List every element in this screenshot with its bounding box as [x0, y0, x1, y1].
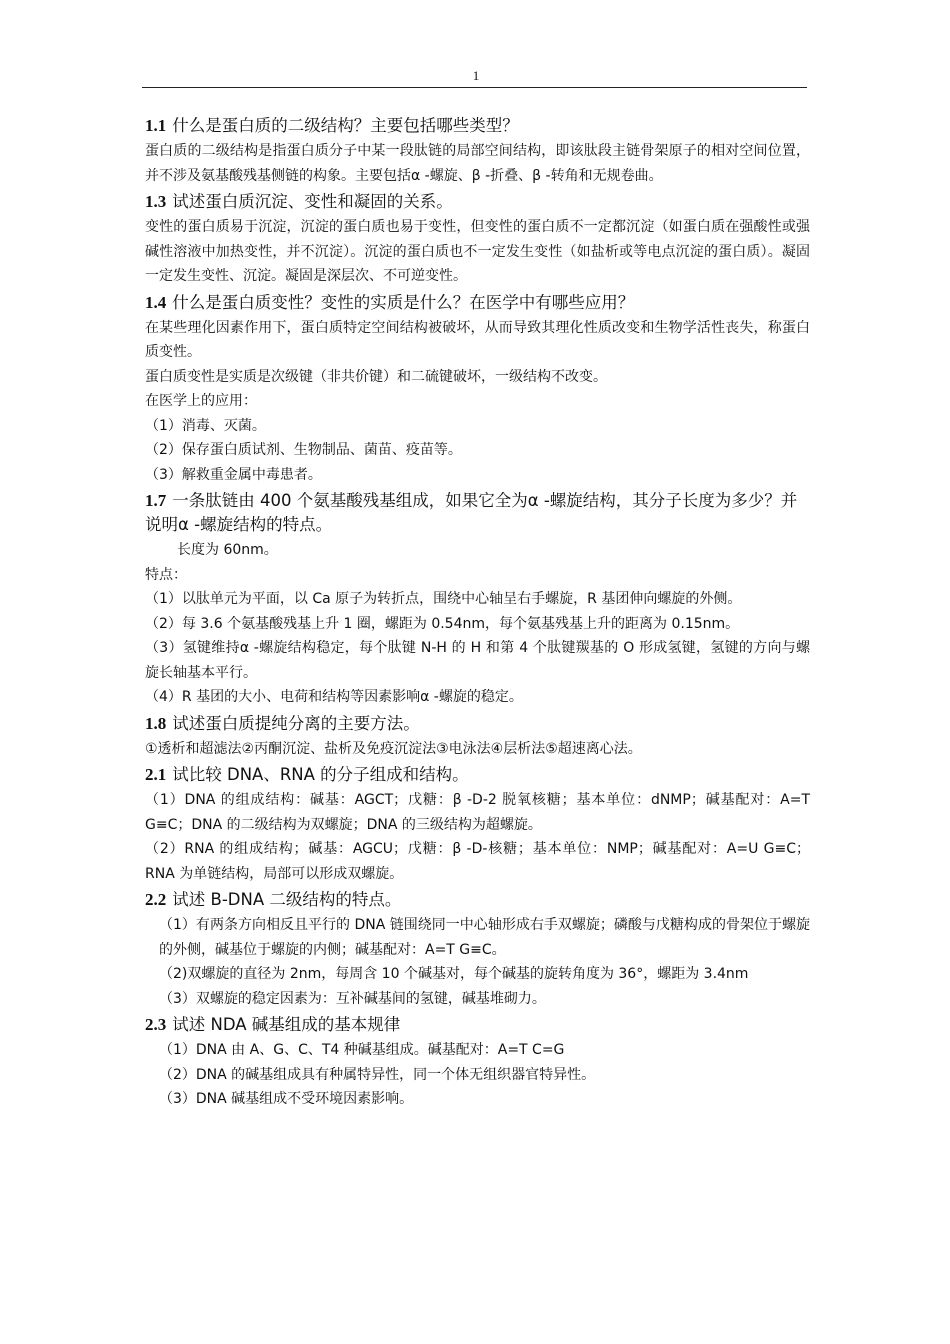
- question-heading: [145, 888, 810, 912]
- question-number: 2.3: [145, 1015, 167, 1034]
- question-heading: [145, 190, 810, 214]
- answer-paragraph: （2）RNA 的组成结构；碱基：AGCU；戊糖：β -D-核糖；基本单位：NMP；碱基配对：A=U G≡C；RNA 为单链结构，局部可以形成双螺旋。: [145, 841, 810, 882]
- answer-paragraph: （1）DNA 由 A、G、C、T4 种碱基组成。碱基配对：A=T C=G: [159, 1042, 565, 1058]
- question-heading: [145, 712, 810, 736]
- answer-paragraph: （1）DNA 的组成结构：碱基：AGCT；戊糖：β -D-2 脱氧核糖；基本单位：dNMP；碱基配对：A=T G≡C；DNA 的二级结构为双螺旋；DNA 的三级结构为超螺旋。: [145, 792, 810, 833]
- answer-paragraph: （2)双螺旋的直径为 2nm，每周含 10 个碱基对，每个碱基的旋转角度为 36°，螺距为 3.4nm: [159, 966, 749, 982]
- answer-paragraph: （1）消毒、灭菌。: [145, 417, 266, 434]
- answer-paragraph: ①透析和超滤法②丙酮沉淀、盐析及免疫沉淀法③电泳法④层析法⑤超速离心法。: [145, 740, 642, 757]
- answer-paragraph: 长度为 60nm。: [177, 542, 278, 558]
- question-text: 什么是蛋白质的二级结构？主要包括哪些类型？: [172, 116, 519, 135]
- question-text: 试述 B-DNA 二级结构的特点。: [172, 890, 402, 909]
- question-heading: [145, 1013, 810, 1037]
- answer-paragraph: 特点：: [145, 566, 187, 583]
- question-number: 1.7: [145, 491, 167, 510]
- answer-paragraph: 在某些理化因素作用下，蛋白质特定空间结构被破坏，从而导致其理化性质改变和生物学活性丧失，称蛋白质变性。: [145, 319, 810, 360]
- question-heading: [145, 489, 810, 537]
- answer-paragraph: 变性的蛋白质易于沉淀，沉淀的蛋白质也易于变性，但变性的蛋白质不一定都沉淀（如蛋白质在强酸性或强碱性溶液中加热变性，并不沉淀）。沉淀的蛋白质也不一定发生变性（如盐析或等电点沉淀的蛋白质）。凝固一定发生变性、沉淀。凝固是深层次、不可逆变性。: [145, 219, 810, 284]
- question-number: 1.1: [145, 116, 167, 135]
- question-heading: [145, 291, 810, 315]
- answer-paragraph: 蛋白质的二级结构是指蛋白质分子中某一段肽链的局部空间结构，即该肽段主链骨架原子的相对空间位置，并不涉及氨基酸残基侧链的构象。主要包括α -螺旋、β -折叠、β -转角和无规卷曲。: [145, 143, 810, 184]
- answer-paragraph: （2）每 3.6 个氨基酸残基上升 1 圈，螺距为 0.54nm，每个氨基残基上升的距离为 0.15nm。: [145, 615, 740, 632]
- answer-paragraph: （3）解救重金属中毒患者。: [145, 466, 322, 483]
- question-text: 试比较 DNA、RNA 的分子组成和结构。: [172, 765, 469, 784]
- question-heading: [145, 114, 810, 138]
- question-heading: [145, 763, 810, 787]
- answer-paragraph: （3）双螺旋的稳定因素为：互补碱基间的氢键，碱基堆砌力。: [159, 990, 546, 1007]
- question-number: 2.2: [145, 890, 167, 909]
- answer-paragraph: （3）氢键维持α -螺旋结构稳定，每个肽键 N-H 的 H 和第 4 个肽键羰基的 O 形成氢键，氢键的方向与螺旋长轴基本平行。: [145, 640, 810, 681]
- answer-paragraph: （1）有两条方向相反且平行的 DNA 链围绕同一中心轴形成右手双螺旋；磷酸与戊糖构成的骨架位于螺旋的外侧，碱基位于螺旋的内侧；碱基配对：A=T G≡C。: [159, 917, 810, 958]
- answer-paragraph: 在医学上的应用：: [145, 393, 257, 409]
- answer-paragraph: （3）DNA 碱基组成不受环境因素影响。: [159, 1091, 414, 1107]
- question-text: 一条肽链由 400 个氨基酸残基组成，如果它全为α -螺旋结构，其分子长度为多少？并说明α -螺旋结构的特点。: [145, 491, 798, 534]
- answer-paragraph: （2）保存蛋白质试剂、生物制品、菌苗、疫苗等。: [145, 442, 462, 458]
- question-text: 试述蛋白质沉淀、变性和凝固的关系。: [172, 192, 453, 211]
- header-rule: [142, 87, 807, 88]
- document-body: [145, 112, 810, 1112]
- question-number: 1.3: [145, 192, 167, 211]
- question-text: 什么是蛋白质变性？变性的实质是什么？在医学中有哪些应用？: [172, 292, 635, 312]
- question-number: 1.4: [145, 292, 167, 312]
- answer-paragraph: 蛋白质变性是实质是次级键（非共价键）和二硫键破坏，一级结构不改变。: [145, 368, 607, 385]
- answer-paragraph: （2）DNA 的碱基组成具有种属特异性，同一个体无组织器官特异性。: [159, 1066, 596, 1083]
- page-number: 1: [472, 68, 480, 83]
- answer-paragraph: （1）以肽单元为平面，以 Ca 原子为转折点，围绕中心轴呈右手螺旋，R 基团伸向螺旋的外侧。: [145, 591, 742, 607]
- question-text: 试述 NDA 碱基组成的基本规律: [172, 1015, 401, 1034]
- question-number: 2.1: [145, 765, 167, 784]
- answer-paragraph: （4）R 基团的大小、电荷和结构等因素影响α -螺旋的稳定。: [145, 689, 523, 705]
- question-text: 试述蛋白质提纯分离的主要方法。: [172, 713, 420, 733]
- question-number: 1.8: [145, 713, 167, 733]
